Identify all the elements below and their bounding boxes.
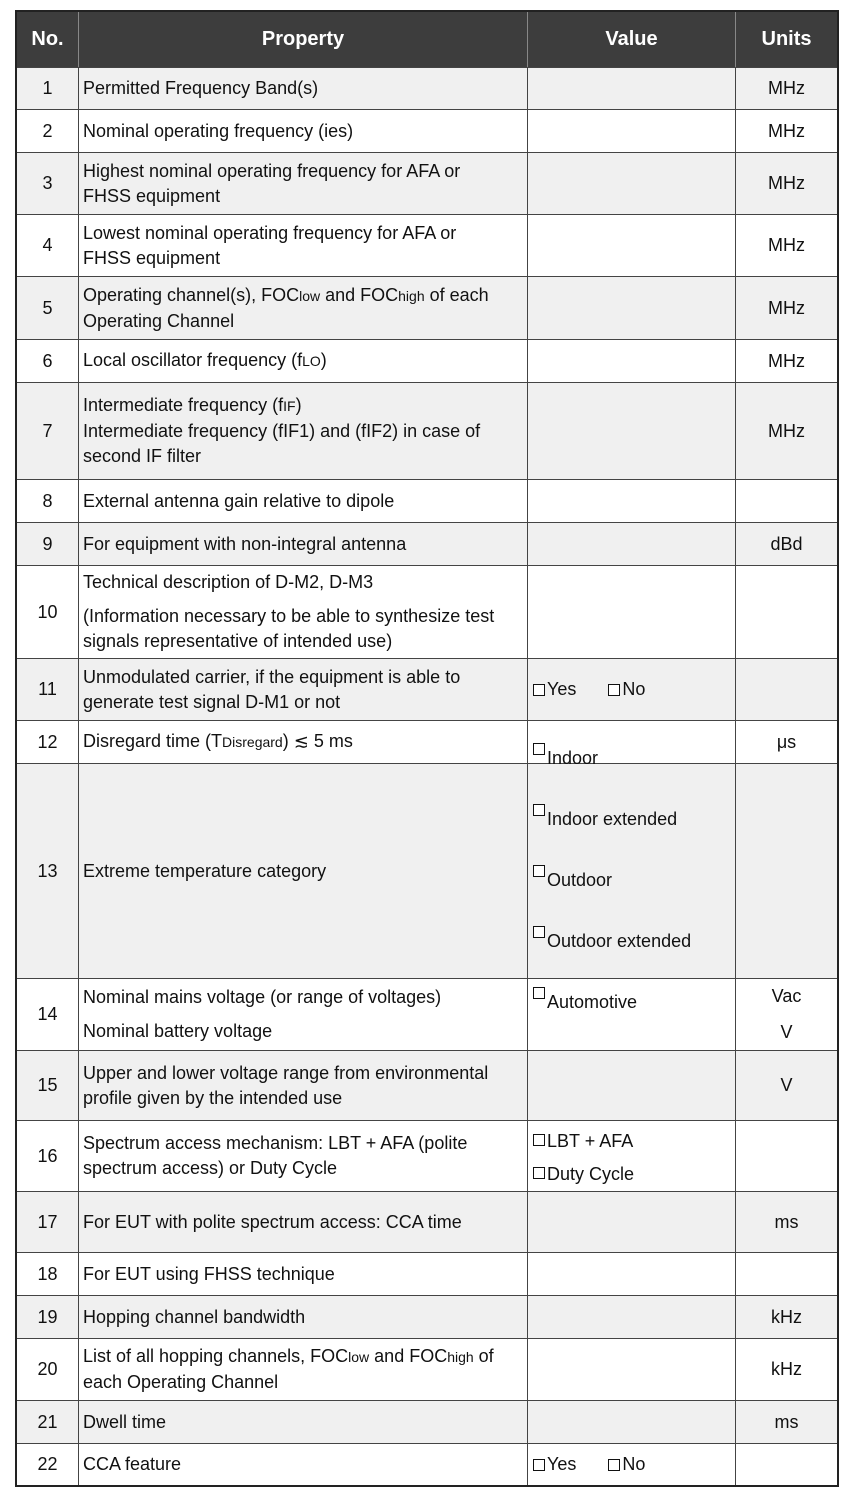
- value-cell[interactable]: [528, 68, 736, 109]
- checkbox-icon: [533, 926, 545, 938]
- property-line: Highest nominal operating frequency for AFA or: [83, 160, 461, 181]
- checkbox-lbt-afa[interactable]: LBT + AFA: [533, 1125, 634, 1154]
- property-cell: Extreme temperature category: [79, 764, 528, 978]
- value-cell[interactable]: [528, 480, 736, 522]
- units-cell: [736, 764, 837, 978]
- units-cell: dBd: [770, 533, 803, 554]
- value-cell[interactable]: [528, 340, 736, 382]
- property-line: second IF filter: [83, 446, 202, 466]
- checkbox-no[interactable]: No: [608, 1452, 645, 1477]
- table-row: [17, 339, 837, 382]
- property-cell: [79, 383, 528, 479]
- property-cell: For EUT with polite spectrum access: CCA time: [79, 1192, 528, 1252]
- table-row: [17, 214, 837, 276]
- checkbox-indoor-extended[interactable]: Indoor extended: [533, 789, 691, 832]
- header-value: Value: [528, 12, 736, 67]
- property-line: Upper and lower voltage range from environmental: [83, 1062, 489, 1083]
- property-line: Lowest nominal operating frequency for AFA or: [83, 222, 457, 243]
- row-number: 7: [17, 383, 79, 479]
- property-cell: [79, 659, 528, 720]
- table-row: [17, 67, 837, 109]
- checkbox-icon: [533, 743, 545, 755]
- property-line: Spectrum access mechanism: LBT + AFA (polite: [83, 1133, 468, 1153]
- units-cell: [736, 1444, 837, 1485]
- checkbox-yes[interactable]: Yes: [533, 677, 576, 702]
- value-cell[interactable]: [528, 277, 736, 339]
- table-row: [17, 1252, 837, 1295]
- units-cell: MHz: [768, 420, 805, 441]
- property-cell: [79, 277, 528, 339]
- checkbox-icon: [533, 1167, 545, 1179]
- property-line: profile given by the intended use: [83, 1087, 343, 1108]
- table-header: [17, 12, 837, 67]
- units-cell: MHz: [768, 120, 805, 141]
- units-cell: kHz: [771, 1306, 802, 1327]
- property-line: Operating channel(s), FOClow and FOChigh of each: [83, 284, 489, 305]
- checkbox-indoor[interactable]: Indoor: [533, 728, 691, 771]
- units-cell: [736, 659, 837, 720]
- property-cell: Local oscillator frequency (fLO): [79, 340, 528, 382]
- checkbox-yes[interactable]: Yes: [533, 1452, 576, 1477]
- row-number: 14: [17, 979, 79, 1050]
- row-number: 13: [17, 764, 79, 978]
- property-cell: [79, 1339, 528, 1400]
- row-number: 4: [17, 215, 79, 276]
- value-cell[interactable]: [528, 1401, 736, 1443]
- value-cell[interactable]: [528, 110, 736, 152]
- property-cell: [79, 215, 528, 276]
- row-number: 19: [17, 1296, 79, 1338]
- property-line: (Information necessary to be able to synthesize test: [83, 606, 495, 626]
- value-cell: [528, 659, 736, 720]
- row-number: 21: [17, 1401, 79, 1443]
- table-row: [17, 109, 837, 152]
- checkbox-outdoor-extended[interactable]: Outdoor extended: [533, 911, 691, 954]
- property-cell: Permitted Frequency Band(s): [79, 68, 528, 109]
- checkbox-icon: [533, 684, 545, 696]
- units-cell: [736, 566, 837, 658]
- property-line: Operating Channel: [83, 310, 235, 331]
- table-row: [17, 658, 837, 720]
- property-line: FHSS equipment: [83, 247, 221, 268]
- checkbox-icon: [533, 865, 545, 877]
- units-cell: MHz: [768, 297, 805, 318]
- row-number: 5: [17, 277, 79, 339]
- table-row: [17, 720, 837, 763]
- units-cell: [736, 979, 837, 1050]
- property-cell: [79, 1051, 528, 1120]
- value-cell[interactable]: [528, 523, 736, 565]
- table-row: [17, 276, 837, 339]
- value-cell[interactable]: [528, 566, 736, 658]
- table-row: [17, 382, 837, 479]
- value-cell: [528, 1121, 736, 1191]
- value-cell[interactable]: [528, 383, 736, 479]
- row-number: 8: [17, 480, 79, 522]
- units-cell: μs: [776, 731, 797, 752]
- unit-label: Vac: [771, 986, 802, 1006]
- checkbox-icon: [608, 1459, 620, 1471]
- property-line: Nominal mains voltage (or range of voltages): [83, 987, 442, 1007]
- table-row: [17, 1338, 837, 1400]
- property-line: each Operating Channel: [83, 1372, 279, 1392]
- value-cell[interactable]: [528, 1339, 736, 1400]
- property-cell: Hopping channel bandwidth: [79, 1296, 528, 1338]
- row-number: 16: [17, 1121, 79, 1191]
- checkbox-icon: [533, 1134, 545, 1146]
- property-cell: [79, 1121, 528, 1191]
- units-cell: MHz: [768, 235, 805, 255]
- units-cell: MHz: [768, 78, 805, 98]
- table-row: [17, 152, 837, 214]
- units-cell: V: [780, 1075, 793, 1095]
- units-cell: kHz: [771, 1359, 802, 1379]
- units-cell: ms: [774, 1411, 799, 1432]
- table-row: [17, 1400, 837, 1443]
- property-cell: For EUT using FHSS technique: [79, 1253, 528, 1295]
- row-number: 18: [17, 1253, 79, 1295]
- property-line: generate test signal D-M1 or not: [83, 691, 341, 712]
- property-line: spectrum access) or Duty Cycle: [83, 1158, 338, 1178]
- property-cell: [79, 566, 528, 658]
- units-cell: [736, 1253, 837, 1295]
- property-line: List of all hopping channels, FOClow and FOChigh of: [83, 1346, 494, 1366]
- property-cell: For equipment with non-integral antenna: [79, 523, 528, 565]
- table-row: [17, 1191, 837, 1252]
- checkbox-duty-cycle[interactable]: Duty Cycle: [533, 1158, 634, 1187]
- property-cell: Disregard time (TDisregard) ≲ 5 ms: [79, 721, 528, 763]
- value-cell[interactable]: [528, 1296, 736, 1338]
- checkbox-icon: [533, 804, 545, 816]
- row-number: 10: [17, 566, 79, 658]
- row-number: 15: [17, 1051, 79, 1120]
- header-units: Units: [761, 28, 812, 50]
- table-row: [17, 1295, 837, 1338]
- property-cell: Nominal operating frequency (ies): [79, 110, 528, 152]
- checkbox-automotive[interactable]: Automotive: [533, 972, 691, 1015]
- property-cell: External antenna gain relative to dipole: [79, 480, 528, 522]
- property-line: Intermediate frequency (fIF1) and (fIF2) in case of: [83, 421, 481, 441]
- value-cell[interactable]: [528, 1253, 736, 1295]
- units-cell: MHz: [768, 173, 805, 193]
- row-number: 17: [17, 1192, 79, 1252]
- units-cell: ms: [774, 1211, 799, 1232]
- row-number: 11: [17, 659, 79, 720]
- units-cell: [736, 480, 837, 522]
- property-line: signals representative of intended use): [83, 631, 393, 651]
- value-cell[interactable]: [528, 1051, 736, 1120]
- table-row: [17, 1443, 837, 1485]
- checkbox-no[interactable]: No: [608, 677, 645, 702]
- unit-label: V: [780, 1022, 793, 1042]
- row-number: 9: [17, 523, 79, 565]
- value-cell: [528, 747, 736, 1012]
- row-number: 22: [17, 1444, 79, 1485]
- value-cell: [528, 1444, 736, 1485]
- value-cell[interactable]: [528, 215, 736, 276]
- property-cell: CCA feature: [79, 1444, 528, 1485]
- row-number: 1: [17, 68, 79, 109]
- table-row: [17, 1120, 837, 1191]
- header-property: Property: [79, 12, 528, 67]
- property-cell: Dwell time: [79, 1401, 528, 1443]
- property-line: Technical description of D-M2, D-M3: [83, 572, 374, 592]
- checkbox-outdoor[interactable]: Outdoor: [533, 850, 691, 893]
- header-no: No.: [17, 12, 79, 67]
- checkbox-icon: [608, 684, 620, 696]
- table-row: [17, 1050, 837, 1120]
- value-cell[interactable]: [528, 1192, 736, 1252]
- value-cell[interactable]: [528, 979, 736, 1050]
- row-number: 6: [17, 340, 79, 382]
- row-number: 3: [17, 153, 79, 214]
- property-line: FHSS equipment: [83, 185, 221, 206]
- property-cell: [79, 979, 528, 1050]
- property-line: Nominal battery voltage: [83, 1021, 273, 1041]
- table-row: [17, 479, 837, 522]
- property-line: Intermediate frequency (fIF): [83, 395, 302, 415]
- row-number: 20: [17, 1339, 79, 1400]
- value-cell[interactable]: [528, 153, 736, 214]
- row-number: 12: [17, 721, 79, 763]
- property-table: [15, 10, 839, 1487]
- property-cell: [79, 153, 528, 214]
- property-line: Unmodulated carrier, if the equipment is able to: [83, 666, 461, 687]
- checkbox-icon: [533, 1459, 545, 1471]
- table-row: [17, 565, 837, 658]
- table-row: [17, 978, 837, 1050]
- units-cell: MHz: [768, 350, 805, 371]
- row-number: 2: [17, 110, 79, 152]
- units-cell: [736, 1121, 837, 1191]
- table-row: [17, 522, 837, 565]
